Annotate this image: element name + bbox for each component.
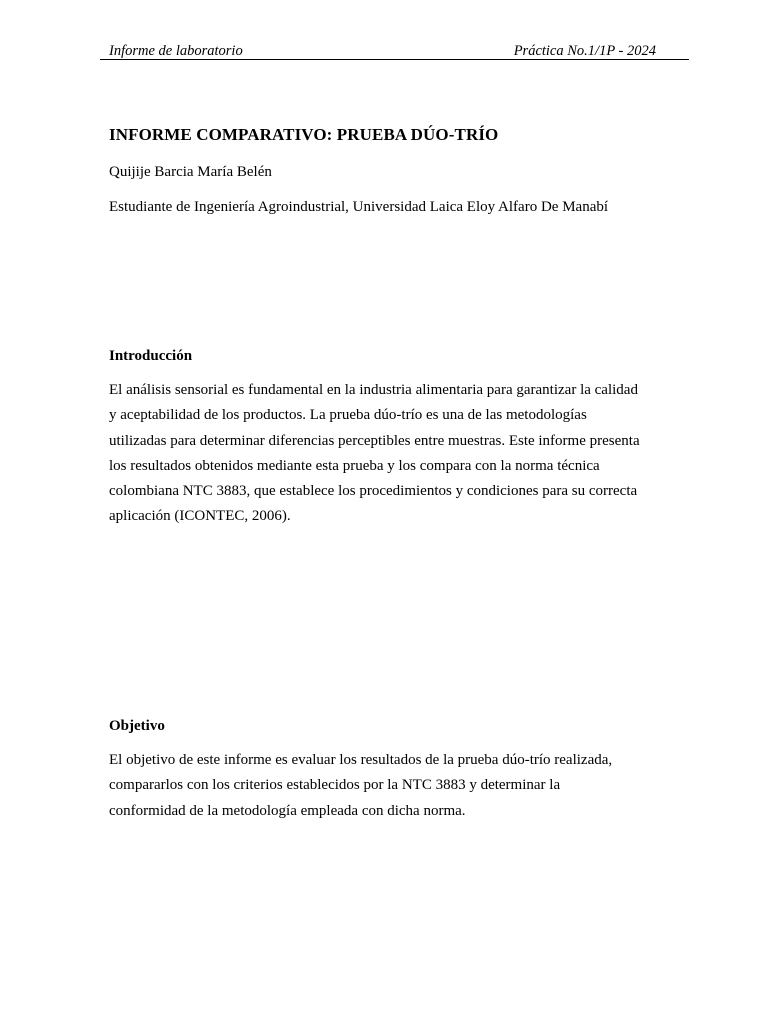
document-title: INFORME COMPARATIVO: PRUEBA DÚO-TRÍO xyxy=(109,125,499,144)
introduction-line: colombiana NTC 3883, que establece los procedimientos y condiciones para su correcta xyxy=(109,483,638,500)
introduction-line: y aceptabilidad de los productos. La prueba dúo-trío es una de las metodologías xyxy=(109,407,587,424)
introduction-line: los resultados obtenidos mediante esta prueba y los compara con la norma técnica xyxy=(109,457,600,474)
page-header xyxy=(100,42,689,60)
introduction-heading: Introducción xyxy=(109,348,193,364)
author-affiliation: Estudiante de Ingeniería Agroindustrial, Universidad Laica Eloy Alfaro De Manabí xyxy=(109,199,609,215)
introduction-line: aplicación (ICONTEC, 2006). xyxy=(109,508,291,525)
author-name: Quijije Barcia María Belén xyxy=(109,164,272,180)
introduction-paragraph xyxy=(109,378,669,530)
objective-line: conformidad de la metodología empleada con dicha norma. xyxy=(109,802,466,819)
introduction-line: utilizadas para determinar diferencias perceptibles entre muestras. Este informe presenta xyxy=(109,432,640,449)
objective-paragraph xyxy=(109,748,669,824)
objective-heading: Objetivo xyxy=(109,718,165,734)
introduction-line: El análisis sensorial es fundamental en la industria alimentaria para garantizar la calidad xyxy=(109,382,638,398)
objective-line: El objetivo de este informe es evaluar los resultados de la prueba dúo-trío realizada, xyxy=(109,752,613,768)
header-practice-number: Práctica No.1/1P - 2024 xyxy=(513,43,656,59)
header-report-type: Informe de laboratorio xyxy=(109,43,243,59)
objective-line: compararlos con los criterios establecidos por la NTC 3883 y determinar la xyxy=(109,777,561,794)
